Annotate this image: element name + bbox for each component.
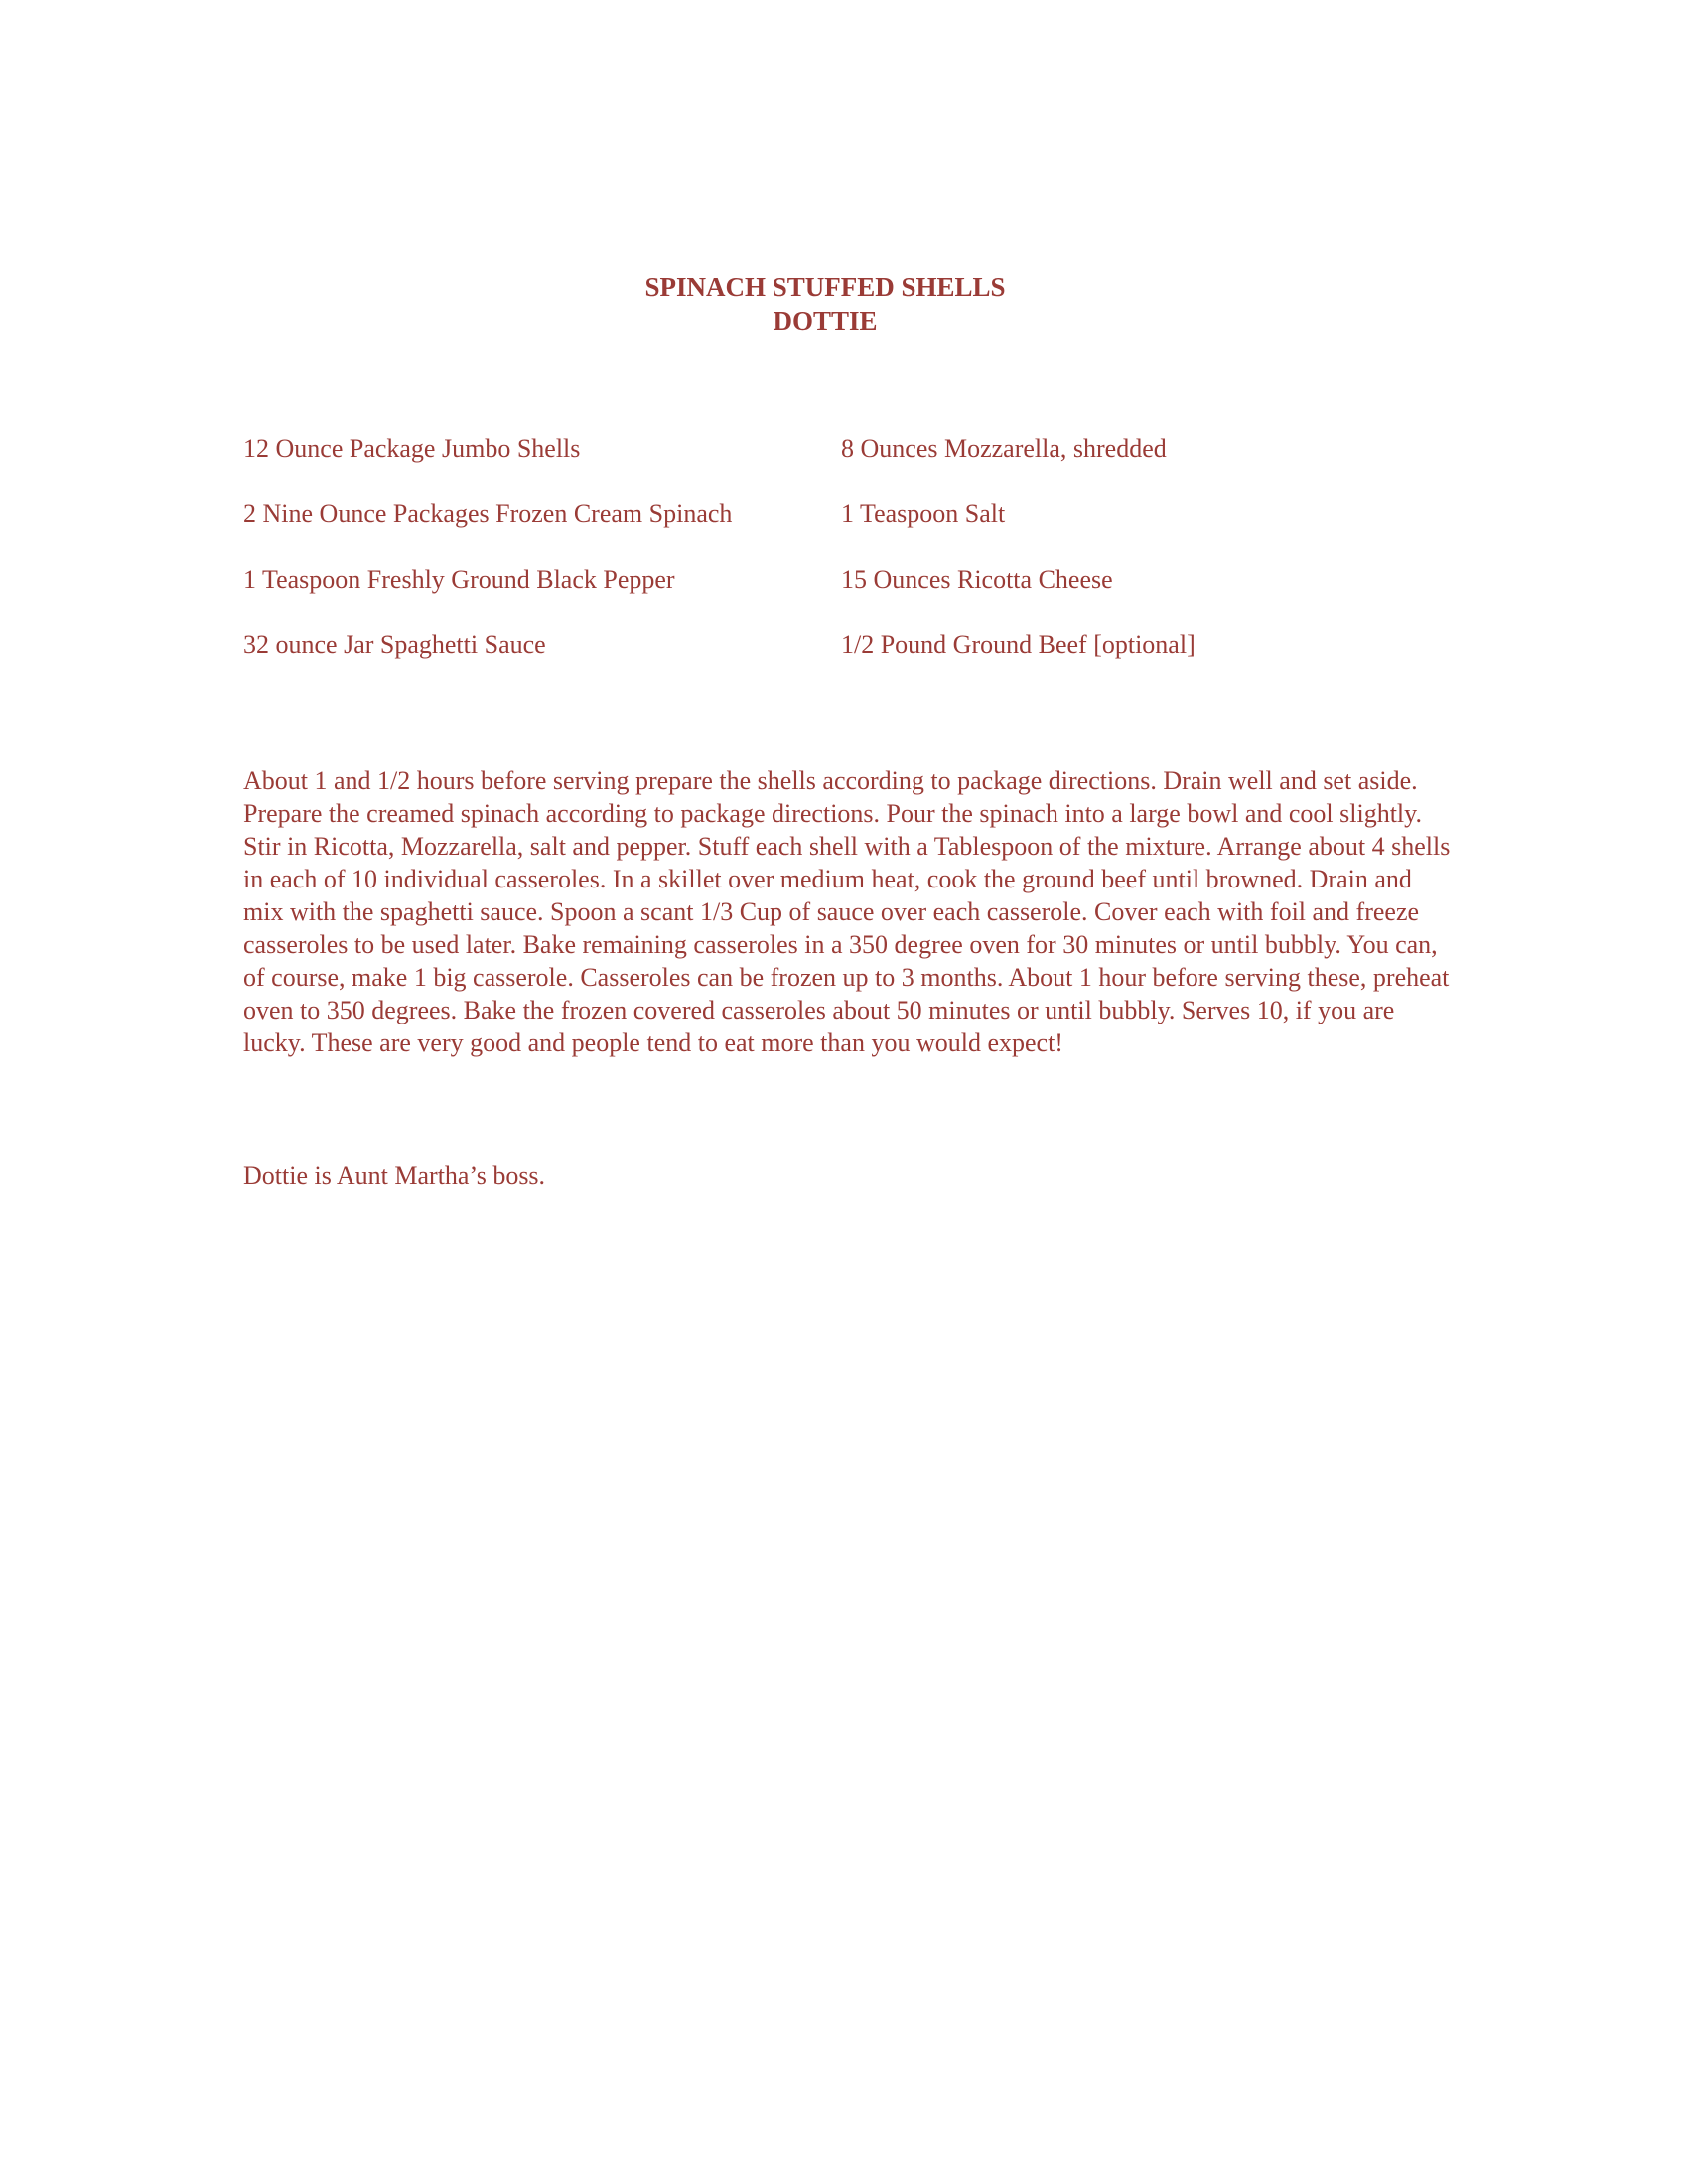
ingredient-row xyxy=(243,629,1435,695)
ingredient-row xyxy=(243,498,1435,564)
recipe-title: SPINACH STUFFED SHELLS xyxy=(644,272,1006,302)
ingredient-item: 15 Ounces Ricotta Cheese xyxy=(841,565,1113,594)
ingredient-item: 2 Nine Ounce Packages Frozen Cream Spinach xyxy=(243,499,733,528)
recipe-author: DOTTIE xyxy=(773,306,878,336)
footnote: Dottie is Aunt Martha’s boss. xyxy=(243,1161,546,1190)
ingredient-item: 32 ounce Jar Spaghetti Sauce xyxy=(243,630,546,659)
directions-paragraph: About 1 and 1/2 hours before serving prepare the shells according to package directions. Drain well and set aside. Prepare the creamed spinach according to package directions. Pour the spinach into a large bowl and cool slightly. Stir in Ricotta, Mozzarella, salt and pepper. Stuff each shell with a Tablespoon of the mixture. Arrange about 4 shells in each of 10 individual casseroles. In a skillet over medium heat, cook the ground beef until browned. Drain and mix with the spaghetti sauce. Spoon a scant 1/3 Cup of sauce over each casserole. Cover each with foil and freeze casseroles to be used later. Bake remaining casseroles in a 350 degree oven for 30 minutes or until bubbly. You can, of course, make 1 big casserole. Casseroles can be frozen up to 3 months. About 1 hour before serving these, preheat oven to 350 degrees. Bake the frozen covered casseroles about 50 minutes or until bubbly. Serves 10, if you are lucky. These are very good and people tend to eat more than you would expect! xyxy=(243,766,1451,1057)
ingredient-item: 1/2 Pound Ground Beef [optional] xyxy=(841,630,1196,659)
ingredient-row xyxy=(243,564,1435,629)
ingredient-item: 8 Ounces Mozzarella, shredded xyxy=(841,434,1167,463)
ingredient-row xyxy=(243,433,1435,498)
ingredient-item: 1 Teaspoon Salt xyxy=(841,499,1006,528)
ingredient-item: 12 Ounce Package Jumbo Shells xyxy=(243,434,581,463)
title-block xyxy=(0,270,1650,338)
ingredients-list xyxy=(243,433,1435,695)
ingredient-item: 1 Teaspoon Freshly Ground Black Pepper xyxy=(243,565,675,594)
